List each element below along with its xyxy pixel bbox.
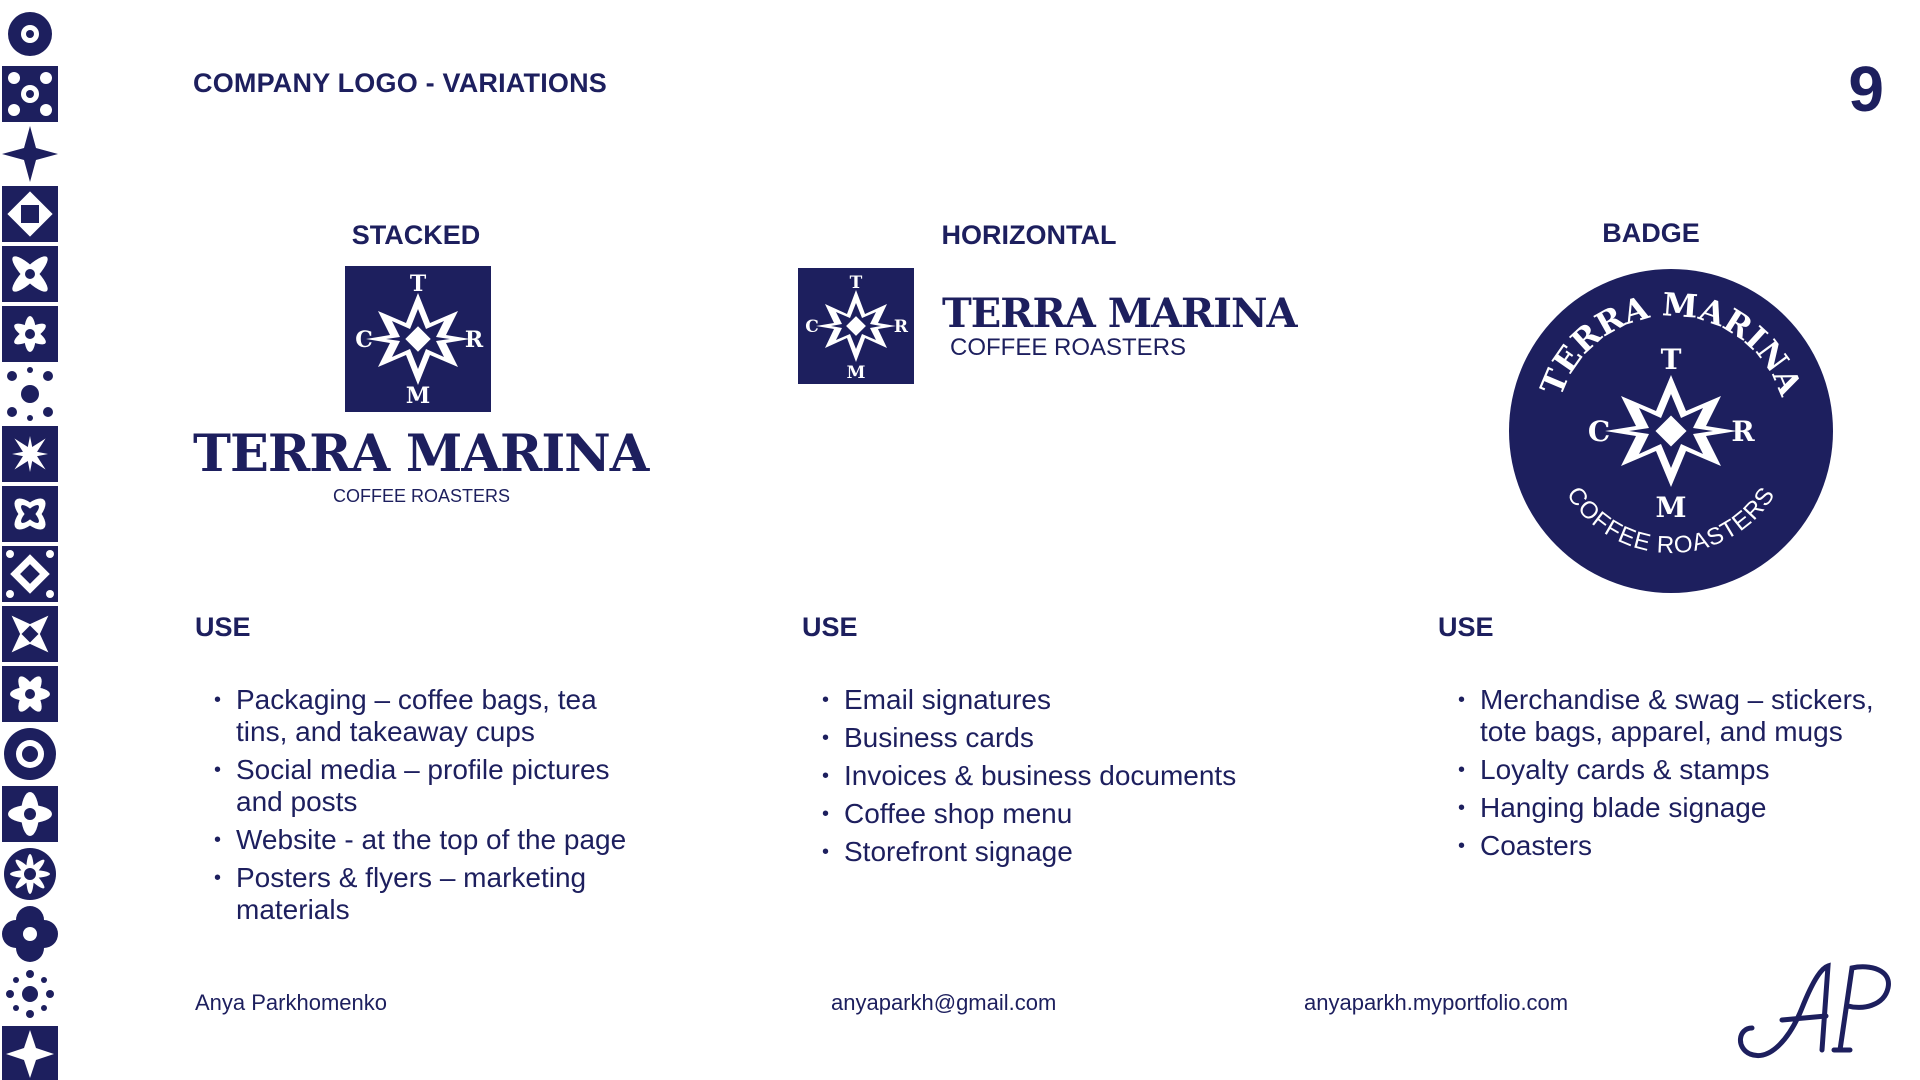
horizontal-use-list bbox=[820, 684, 1280, 874]
badge-use-list bbox=[1456, 684, 1896, 868]
star-emblem-icon bbox=[798, 268, 914, 384]
svg-text:R: R bbox=[1731, 415, 1755, 448]
svg-text:C: C bbox=[355, 327, 373, 353]
stacked-logo bbox=[193, 266, 649, 506]
svg-text:C: C bbox=[1587, 415, 1611, 448]
list-item: • Hanging blade signage bbox=[1456, 792, 1896, 824]
horizontal-use-heading: USE bbox=[802, 612, 858, 642]
list-item: • Storefront signage bbox=[820, 836, 1280, 868]
list-item: • Invoices & business documents bbox=[820, 760, 1280, 792]
list-item: • Packaging – coffee bags, tea tins, and takeaway cups bbox=[212, 684, 652, 748]
footer-author-name: Anya Parkhomenko bbox=[195, 990, 387, 1015]
list-item: • Merchandise & swag – stickers, tote bags, apparel, and mugs bbox=[1456, 684, 1896, 748]
page-number: 9 bbox=[1848, 53, 1884, 125]
horizontal-subline: COFFEE ROASTERS bbox=[950, 334, 1187, 361]
list-item: • Loyalty cards & stamps bbox=[1456, 754, 1896, 786]
list-item: • Coasters bbox=[1456, 830, 1896, 862]
svg-text:T: T bbox=[409, 271, 427, 297]
svg-text:M: M bbox=[846, 363, 866, 383]
svg-text:T: T bbox=[849, 273, 863, 293]
horizontal-heading: HORIZONTAL bbox=[941, 220, 1117, 250]
footer-website-link[interactable]: anyaparkh.myportfolio.com bbox=[1304, 990, 1569, 1015]
stacked-use-heading: USE bbox=[195, 612, 251, 642]
badge-heading: BADGE bbox=[1602, 218, 1700, 248]
list-item: • Social media – profile pictures and posts bbox=[212, 754, 652, 818]
list-item: • Business cards bbox=[820, 722, 1280, 754]
list-item: • Coffee shop menu bbox=[820, 798, 1280, 830]
ap-monogram-icon bbox=[1730, 958, 1900, 1068]
horizontal-wordmark: TERRA MARINA bbox=[942, 290, 1297, 337]
badge-logo bbox=[1508, 268, 1834, 594]
svg-text:M: M bbox=[1655, 491, 1687, 524]
list-item: • Website - at the top of the page bbox=[212, 824, 652, 856]
decorative-tile-strip bbox=[0, 0, 60, 1080]
svg-text:R: R bbox=[893, 317, 909, 337]
page-title: COMPANY LOGO - VARIATIONS bbox=[193, 68, 608, 98]
list-item: • Email signatures bbox=[820, 684, 1280, 716]
badge-use-heading: USE bbox=[1438, 612, 1494, 642]
footer-email-link[interactable]: anyaparkh@gmail.com bbox=[831, 990, 1057, 1015]
list-item: • Posters & flyers – marketing materials bbox=[212, 862, 652, 926]
stacked-subline: COFFEE ROASTERS bbox=[333, 486, 511, 506]
svg-text:C: C bbox=[805, 317, 819, 337]
star-emblem-icon bbox=[345, 266, 491, 412]
horizontal-logo bbox=[798, 268, 1298, 388]
svg-text:R: R bbox=[464, 327, 484, 353]
stacked-heading: STACKED bbox=[351, 220, 481, 250]
stacked-use-list bbox=[212, 684, 652, 932]
stacked-wordmark: TERRA MARINA bbox=[193, 424, 649, 484]
svg-text:M: M bbox=[405, 383, 431, 409]
svg-text:T: T bbox=[1660, 343, 1682, 376]
svg-text:TERRA MARINA: TERRA MARINA bbox=[1532, 285, 1810, 401]
svg-text:COFFEE ROASTERS: COFFEE ROASTERS bbox=[1561, 481, 1781, 560]
